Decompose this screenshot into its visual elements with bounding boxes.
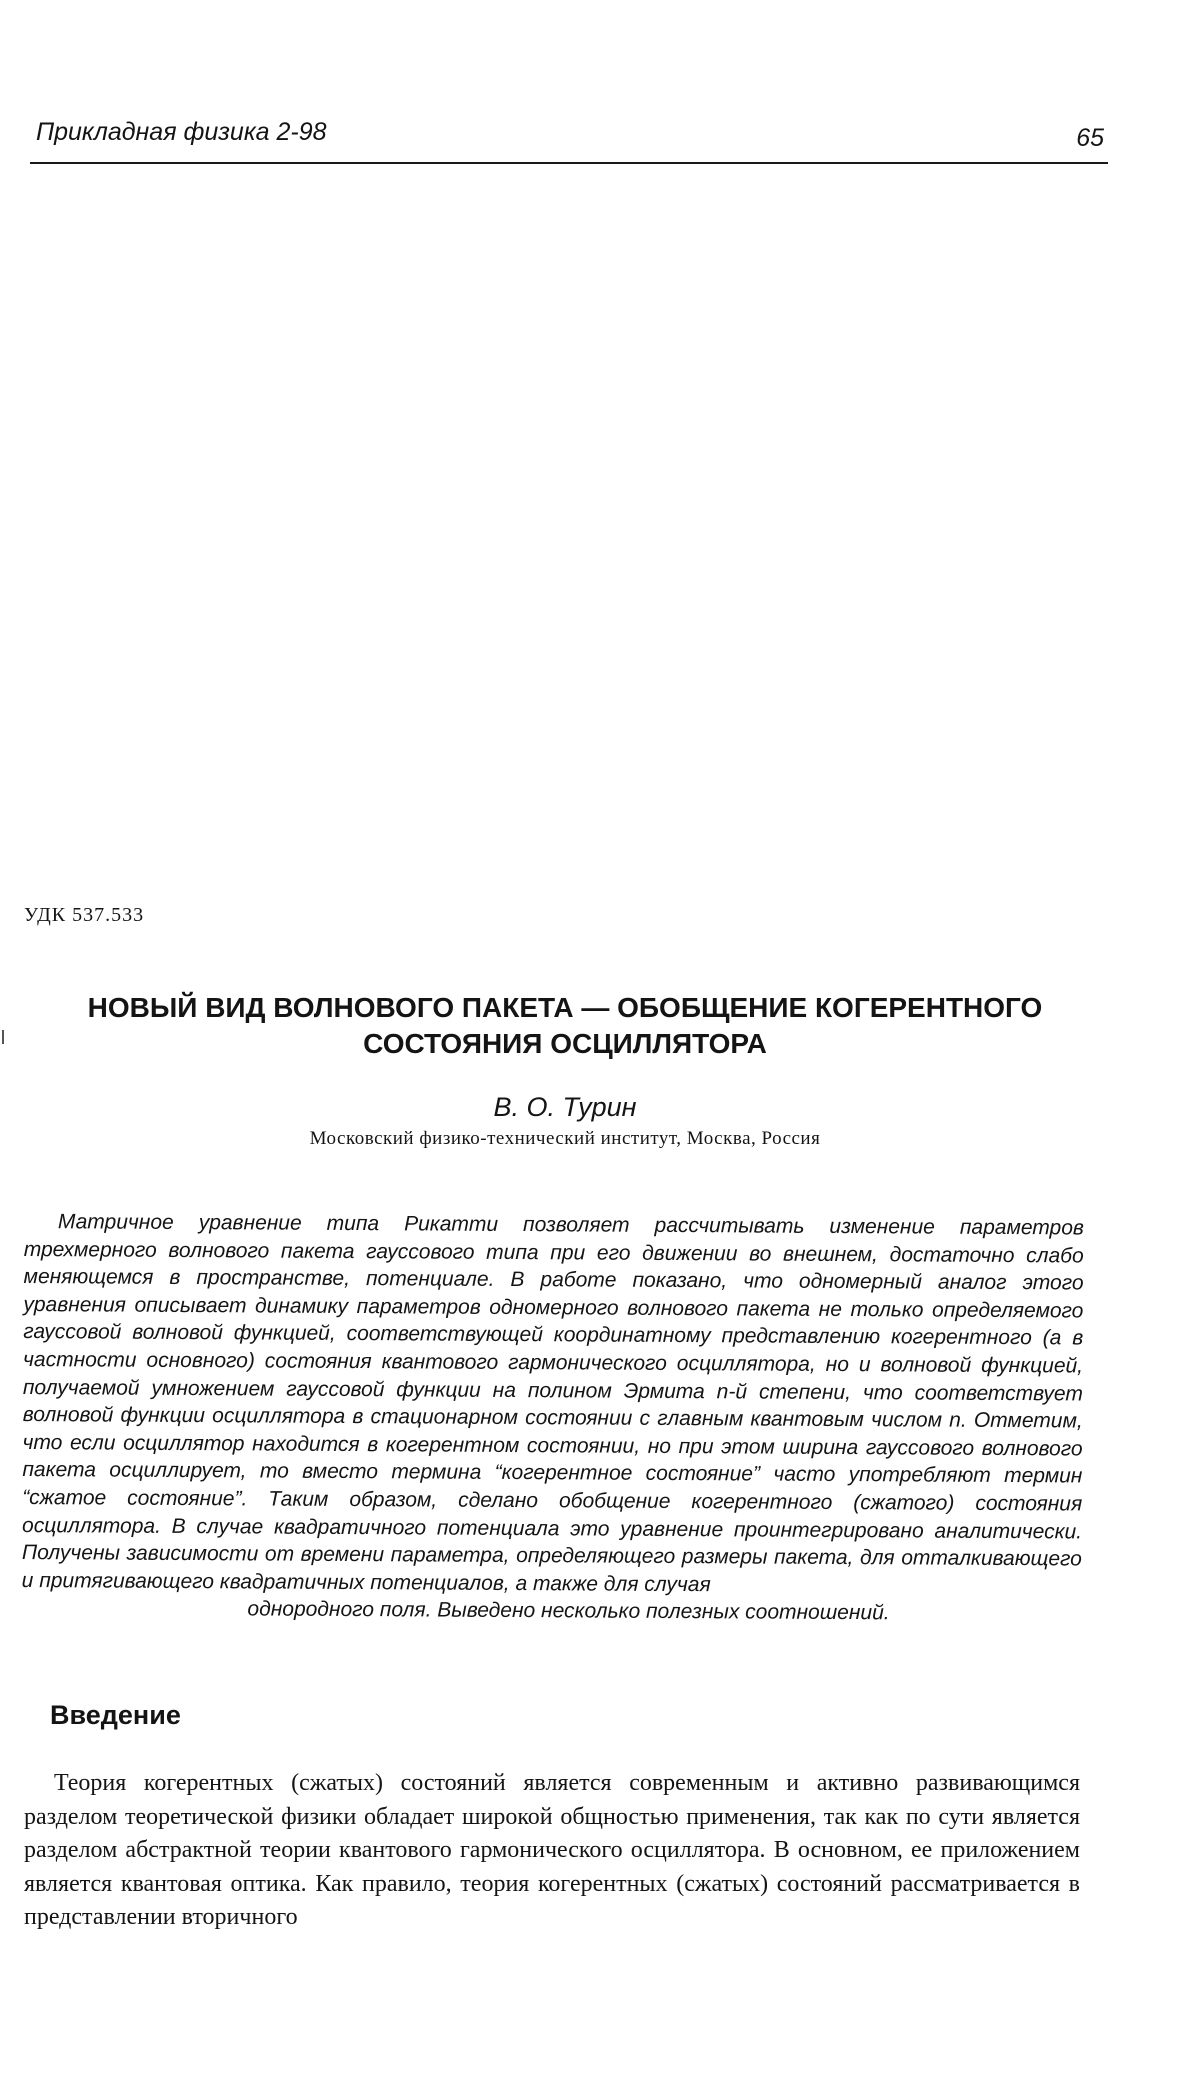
journal-name: Прикладная физика 2-98 [36,118,327,146]
abstract [21,1208,1084,1628]
introduction-paragraph: Теория когерентных (сжатых) состояний является современным и активно развивающимся разделом теоретической физики обладает широкой общностью применения, так как по сути является разделом абстрактной теории квантового гармонического осциллятора. В основном, ее приложением является квантовая оптика. Как правило, теория когерентных (сжатых) состояний рассматривается в представлении вторичного [24,1770,1080,1930]
section-heading-introduction: Введение [50,1700,181,1730]
title-line-1: НОВЫЙ ВИД ВОЛНОВОГО ПАКЕТА — ОБОБЩЕНИЕ КОГЕРЕНТНОГО [87,992,1043,1023]
abstract-body: Матричное уравнение типа Рикатти позволяет рассчитывать изменение параметров трехмерного волнового пакета гауссового типа при его движении во внешнем, достаточно слабо меняющемся в пространстве, потенциале. В работе показано, что одномерный аналог этого уравнения описывает динамику параметров одномерного волнового пакета не только определяемого гауссовой волновой функцией, соответствующей координатному представлению когерентного (а в частности основного) состояния квантового гармонического осциллятора, но и волновой функцией, получаемой умножением гауссовой функции на полином Эрмита n-й степени, что соответствует волновой функции осциллятора в стационарном состоянии с главным квантовым числом n. Отметим, что если осциллятор находится в когерентном состоянии, но при этом ширина гауссового волнового пакета осциллирует, то вместо термина “когерентное состояние” часто употребляют термин “сжатое состояние”. Таким образом, сделано обобщение когерентного (сжатого) состояния осциллятора. В случае квадратичного потенциала это уравнение проинтегрировано аналитически. Получены зависимости от времени параметра, определяющего размеры пакета, для отталкивающего и притягивающего квадратичных потенциалов, а также для случая [21,1210,1084,1596]
author-affiliation: Московский физико-технический институт, Москва, Россия [309,1128,821,1149]
udc-code: УДК 537.533 [24,904,145,926]
page-number: 65 [1076,124,1104,152]
title-line-2: СОСТОЯНИЯ ОСЦИЛЛЯТОРА [363,1028,767,1059]
running-header [30,118,1108,164]
abstract-last-line: однородного поля. Выведено несколько полезных соотношений. [247,1597,890,1625]
author-name: В. О. Турин [493,1092,637,1122]
margin-mark [2,1030,4,1044]
article-title [30,990,1100,1062]
